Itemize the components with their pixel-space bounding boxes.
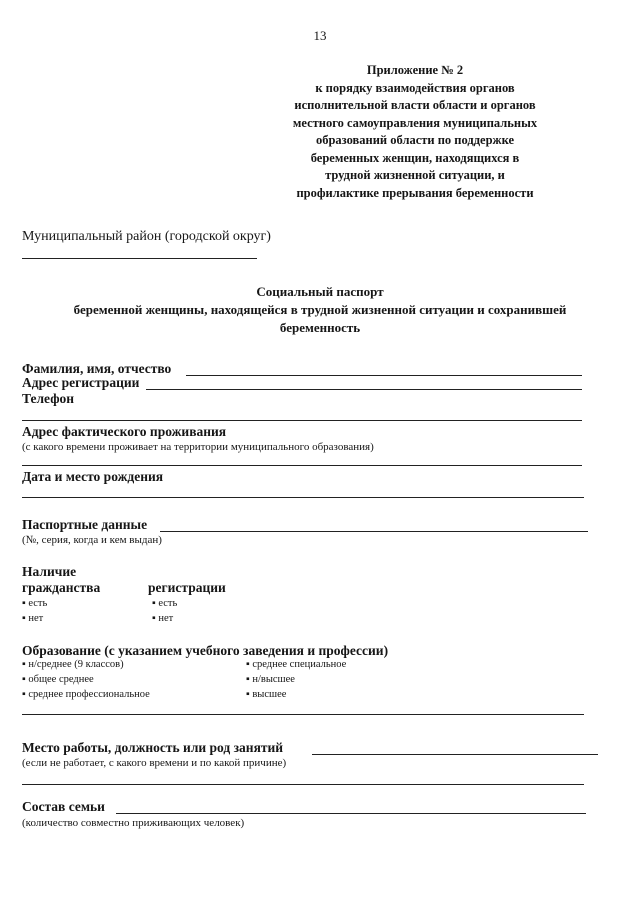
reg-address-label: Адрес регистрации xyxy=(22,375,140,390)
citizenship-yes-option[interactable]: ▪ есть xyxy=(22,598,48,609)
title-line: беременность xyxy=(279,320,361,335)
work-fill-line[interactable] xyxy=(312,754,598,755)
reg-address-fill-line[interactable] xyxy=(146,389,582,390)
availability-label: Наличие xyxy=(22,564,77,579)
work-label: Место работы, должность или род занятий xyxy=(22,740,284,755)
family-note: (количество совместно приживающих человек) xyxy=(22,817,245,829)
registration-label: регистрации xyxy=(148,580,226,595)
edu-option-higher[interactable]: ▪ высшее xyxy=(246,689,287,700)
appendix-line: местного самоуправления муниципальных xyxy=(292,115,538,130)
birth-label: Дата и место рождения xyxy=(22,469,164,484)
registration-no-option[interactable]: ▪ нет xyxy=(152,613,174,624)
birth-fill-line[interactable] xyxy=(22,497,584,498)
registration-yes-option[interactable]: ▪ есть xyxy=(152,598,178,609)
education-fill-line[interactable] xyxy=(22,714,584,715)
passport-fill-line[interactable] xyxy=(160,531,588,532)
appendix-line: Приложение № 2 xyxy=(366,63,464,77)
title-line: беременной женщины, находящейся в трудной жизненной ситуации и сохранившей xyxy=(73,302,567,317)
edu-option-incomplete-secondary[interactable]: ▪ н/среднее (9 классов) xyxy=(22,659,124,670)
full-name-fill-line[interactable] xyxy=(186,375,582,376)
municipality-label: Муниципальный район (городской округ) xyxy=(22,229,271,244)
passport-note: (№, серия, когда и кем выдан) xyxy=(22,534,162,546)
family-fill-line[interactable] xyxy=(116,813,586,814)
appendix-line: беременных женщин, находящихся в xyxy=(310,150,520,165)
actual-address-label: Адрес фактического проживания xyxy=(22,424,227,439)
citizenship-label: гражданства xyxy=(22,580,101,595)
title-line: Социальный паспорт xyxy=(256,284,384,299)
education-label: Образование (с указанием учебного заведения и профессии) xyxy=(22,643,389,658)
page-number: 13 xyxy=(313,28,327,43)
work-note: (если не работает, с какого времени и по какой причине) xyxy=(22,757,287,769)
phone-fill-line[interactable] xyxy=(22,420,582,421)
edu-option-incomplete-higher[interactable]: ▪ н/высшее xyxy=(246,674,295,685)
actual-address-note: (с какого времени проживает на территории муниципального образования) xyxy=(22,441,374,453)
appendix-line: образований области по поддержке xyxy=(315,133,515,147)
municipality-fill-line[interactable] xyxy=(22,258,257,259)
passport-label: Паспортные данные xyxy=(22,517,148,532)
appendix-line: трудной жизненной ситуации, и xyxy=(325,168,505,182)
edu-option-vocational[interactable]: ▪ среднее профессиональное xyxy=(22,689,150,700)
edu-option-general-secondary[interactable]: ▪ общее среднее xyxy=(22,674,94,685)
appendix-header xyxy=(240,62,590,202)
actual-address-fill-line[interactable] xyxy=(22,465,582,466)
work-fill-line-2[interactable] xyxy=(22,784,584,785)
citizenship-no-option[interactable]: ▪ нет xyxy=(22,613,44,624)
family-label: Состав семьи xyxy=(22,799,105,814)
phone-label: Телефон xyxy=(22,391,75,406)
appendix-line: профилактике прерывания беременности xyxy=(296,185,534,200)
document-title xyxy=(0,283,640,337)
appendix-line: исполнительной власти области и органов xyxy=(294,98,536,112)
full-name-label: Фамилия, имя, отчество xyxy=(22,361,172,376)
edu-option-specialized-secondary[interactable]: ▪ среднее специальное xyxy=(246,659,347,670)
appendix-line: к порядку взаимодействия органов xyxy=(315,80,515,95)
